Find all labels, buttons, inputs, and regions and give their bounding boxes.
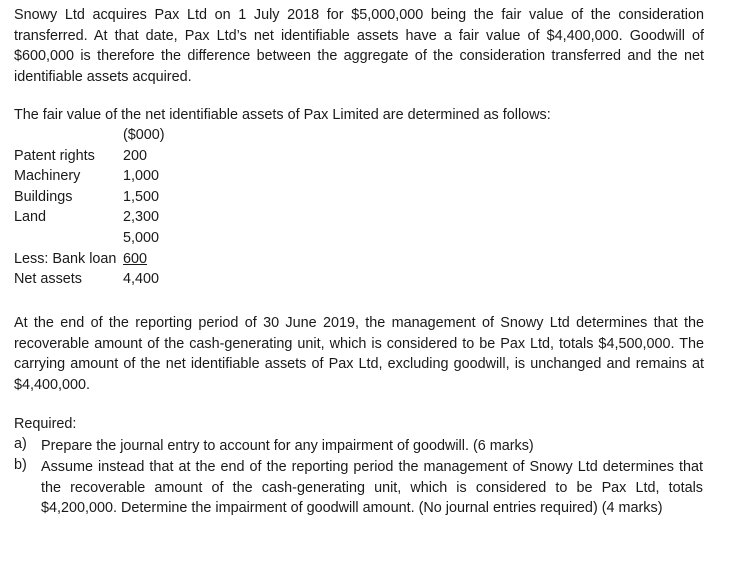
row-label: Buildings: [14, 189, 73, 205]
requirement-text: Assume instead that at the end of the reporting period the management of Snowy Ltd determines that the recoverable amount of the cash-generating unit, which is considered to be Pax Ltd, totals $4,200,000. Determine the impairment of goodwill amount. (No journal entries required) (4 marks): [41, 459, 703, 516]
row-label: Net assets: [14, 271, 82, 287]
requirement-marker: b): [14, 457, 27, 473]
intro-paragraph: Snowy Ltd acquires Pax Ltd on 1 July 2018 for $5,000,000 being the fair value of the consideration transferred. At that date, Pax Ltd’s net identifiable assets have a fair value of $4,400,000. Goodwill of $600,000 is therefore the difference between the aggregate of the consideration transferred and the net identifiable assets acquired.: [14, 7, 704, 85]
unit-header: ($000): [123, 127, 165, 143]
requirement-text: Prepare the journal entry to account for any impairment of goodwill. (6 marks): [41, 438, 534, 454]
net-assets-value: 4,400: [123, 271, 160, 287]
row-value: 2,300: [123, 209, 160, 225]
fair-value-heading: The fair value of the net identifiable assets of Pax Limited are determined as follows:: [14, 107, 551, 123]
end-of-period-paragraph: At the end of the reporting period of 30 June 2019, the management of Snowy Ltd determines that the recoverable amount of the cash-generating unit, which is considered to be Pax Ltd, totals $4,500,000. The carrying amount of the net identifiable assets of Pax Ltd, excluding goodwill, is unchanged and remains at $4,400,000.: [14, 315, 704, 393]
required-heading: Required:: [14, 416, 77, 432]
subtotal-value: 5,000: [123, 230, 160, 246]
row-value: 200: [123, 148, 148, 164]
bank-loan-value: 600: [123, 251, 148, 267]
row-label: Less: Bank loan: [14, 251, 117, 267]
row-label: Machinery: [14, 168, 81, 184]
row-label: Patent rights: [14, 148, 95, 164]
row-value: 1,000: [123, 168, 160, 184]
row-label: Land: [14, 209, 47, 225]
requirement-marker: a): [14, 436, 27, 452]
row-value: 1,500: [123, 189, 160, 205]
